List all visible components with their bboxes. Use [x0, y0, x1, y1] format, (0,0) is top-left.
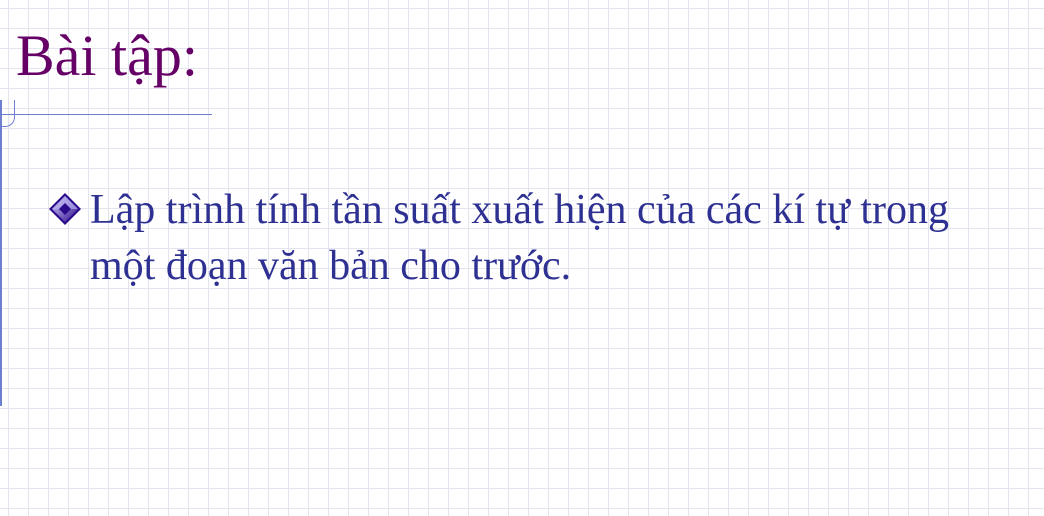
slide-title: Bài tập:: [16, 23, 199, 88]
corner-hook-decoration: [0, 100, 15, 127]
bullet-item: [0, 182, 1020, 294]
bullet-list: [0, 182, 1020, 294]
title-underline: [0, 114, 212, 115]
diamond-bullet-icon: [48, 192, 82, 226]
bullet-text: Lập trình tính tần suất xuất hiện của các kí tự trong một đoạn văn bản cho trước.: [90, 187, 950, 289]
